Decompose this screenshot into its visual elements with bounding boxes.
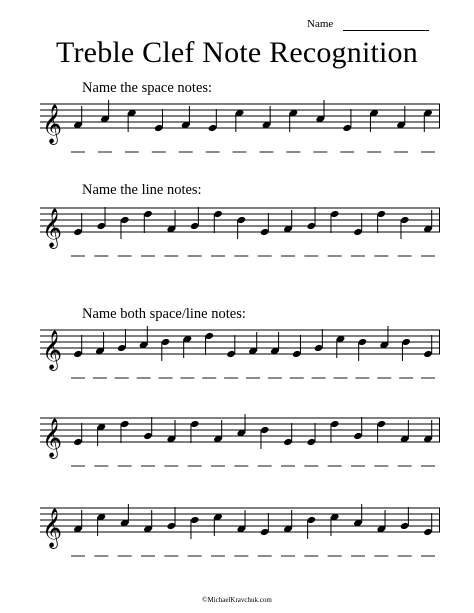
copyright-footer: ©MichaelKravchuk.com	[202, 596, 272, 604]
note-e	[154, 109, 164, 132]
note-f	[376, 510, 386, 533]
note-f	[181, 106, 191, 129]
treble-clef-icon: 𝄞	[42, 208, 63, 248]
staff-3	[40, 326, 440, 386]
note-f	[283, 510, 293, 533]
note-d	[143, 210, 153, 233]
note-e	[306, 423, 316, 446]
note-a	[139, 326, 149, 349]
instruction-space-notes: Name the space notes:	[82, 80, 213, 96]
note-d	[204, 332, 214, 355]
note-g	[166, 507, 176, 530]
note-c	[336, 335, 346, 358]
note-e	[283, 423, 293, 446]
note-f	[73, 106, 83, 129]
note-c	[183, 335, 193, 358]
note-e	[260, 513, 270, 536]
note-c	[369, 109, 379, 132]
note-b	[161, 338, 171, 361]
note-b	[120, 216, 130, 239]
staff-2	[40, 204, 440, 264]
note-f	[73, 510, 83, 533]
note-g	[400, 507, 410, 530]
note-f	[270, 332, 280, 355]
note-d	[190, 420, 200, 443]
note-f	[166, 210, 176, 233]
note-d	[213, 210, 223, 233]
note-e	[423, 335, 433, 358]
worksheet-title: Treble Clef Note Recognition	[56, 36, 418, 69]
note-e	[423, 513, 433, 536]
note-f	[166, 420, 176, 443]
note-c	[96, 513, 106, 536]
note-c	[235, 109, 245, 132]
note-c	[289, 109, 299, 132]
note-g	[96, 207, 106, 230]
note-g	[314, 329, 324, 352]
note-f	[213, 420, 223, 443]
note-a	[315, 100, 325, 123]
note-f	[400, 420, 410, 443]
note-c	[330, 513, 340, 536]
name-blank-line[interactable]	[343, 30, 429, 31]
staff-1	[40, 100, 440, 160]
note-f	[236, 510, 246, 533]
note-f	[143, 510, 153, 533]
staff-4	[40, 414, 440, 474]
note-a	[236, 414, 246, 437]
note-d	[376, 420, 386, 443]
note-d	[330, 210, 340, 233]
note-e	[292, 335, 302, 358]
treble-clef-icon: 𝄞	[42, 330, 63, 370]
treble-clef-icon: 𝄞	[42, 418, 63, 458]
note-f	[423, 420, 433, 443]
note-g	[306, 207, 316, 230]
name-label: Name	[307, 18, 334, 30]
note-e	[353, 213, 363, 236]
note-g	[353, 417, 363, 440]
note-e	[226, 335, 236, 358]
staff-5	[40, 504, 440, 564]
note-g	[117, 329, 127, 352]
note-d	[120, 420, 130, 443]
instruction-line-notes: Name the line notes:	[82, 182, 202, 198]
note-a	[353, 504, 363, 527]
note-b	[260, 426, 270, 449]
note-c	[127, 109, 137, 132]
note-a	[379, 326, 389, 349]
note-e	[73, 335, 83, 358]
note-d	[330, 420, 340, 443]
note-b	[358, 338, 368, 361]
note-f	[95, 332, 105, 355]
treble-clef-icon: 𝄞	[42, 508, 63, 548]
note-b	[190, 516, 200, 539]
note-e	[342, 109, 352, 132]
note-b	[306, 516, 316, 539]
note-c	[213, 513, 223, 536]
note-e	[73, 213, 83, 236]
note-a	[120, 504, 130, 527]
note-g	[143, 417, 153, 440]
note-b	[400, 216, 410, 239]
name-field	[307, 18, 427, 34]
note-f	[283, 210, 293, 233]
note-b	[401, 338, 411, 361]
note-d	[376, 210, 386, 233]
instruction-mixed-notes: Name both space/line notes:	[82, 306, 246, 322]
note-b	[236, 216, 246, 239]
note-e	[208, 109, 218, 132]
note-e	[73, 423, 83, 446]
note-e	[260, 213, 270, 236]
note-a	[100, 100, 110, 123]
note-f	[423, 210, 433, 233]
note-c	[96, 423, 106, 446]
treble-clef-icon: 𝄞	[42, 104, 63, 144]
note-f	[262, 106, 272, 129]
note-g	[190, 207, 200, 230]
note-f	[248, 332, 258, 355]
note-f	[396, 106, 406, 129]
note-c	[423, 109, 433, 132]
